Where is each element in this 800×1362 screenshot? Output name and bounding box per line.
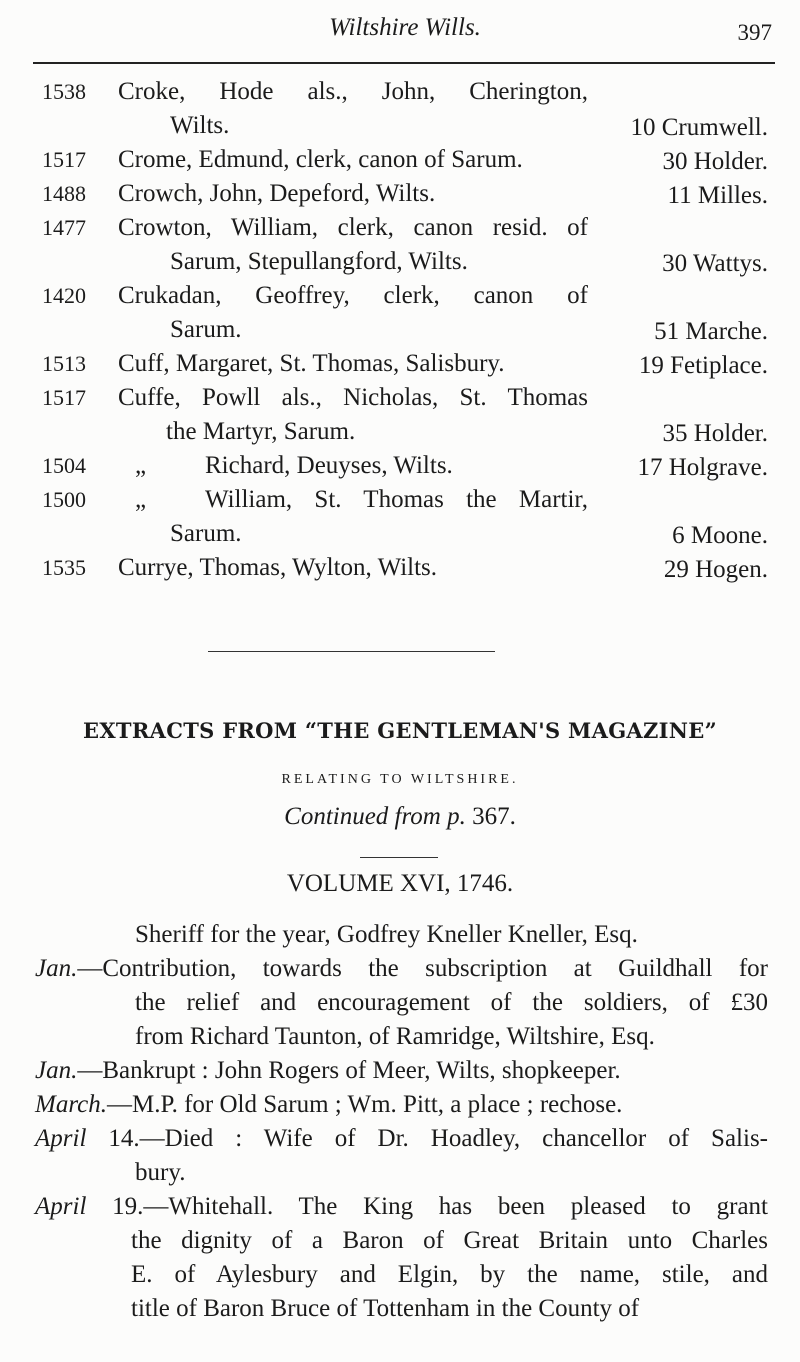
date-label: Jan. (35, 955, 78, 982)
extract-text: —Contribution, towards the subscription at Guildhall for (77, 955, 768, 982)
extract-line (35, 1054, 621, 1088)
extract-line (35, 1122, 768, 1156)
section-divider (208, 651, 495, 652)
continued-note (0, 803, 800, 831)
will-reference: 10 Crumwell. (630, 114, 768, 141)
will-text: Crowton, William, clerk, canon resid. of (118, 214, 588, 241)
will-year: 1420 (42, 283, 86, 308)
extract-line (131, 1292, 639, 1326)
extract-line (135, 1156, 185, 1190)
running-title: Wiltshire Wills. (329, 14, 481, 41)
will-text: Wilts. (170, 112, 230, 139)
will-reference: 6 Moone. (672, 522, 768, 549)
date-day: 19. (86, 1193, 144, 1220)
will-reference: 29 Hogen. (663, 556, 768, 583)
extract-text: the dignity of a Baron of Great Britain unto Charles (131, 1227, 768, 1254)
will-reference: 17 Holgrave. (637, 454, 768, 481)
will-text: Sarum. (170, 316, 242, 343)
will-text: Cuff, Margaret, St. Thomas, Salisbury. (118, 350, 505, 377)
short-divider (360, 857, 438, 858)
extract-text: bury. (135, 1159, 186, 1186)
will-year: 1513 (42, 351, 86, 376)
will-year: 1504 (42, 453, 86, 478)
extract-line (131, 1258, 768, 1292)
extract-text: E. of Aylesbury and Elgin, by the name, stile, and (131, 1261, 768, 1288)
will-text: Crukadan, Geoffrey, clerk, canon of (118, 282, 588, 309)
extract-line (131, 1224, 768, 1258)
will-text: Richard, Deuyses, Wilts. (205, 452, 453, 479)
will-year: 1488 (42, 181, 86, 206)
extract-text: the relief and encouragement of the soldiers, of £30 (135, 989, 768, 1016)
extract-line (35, 1088, 622, 1122)
will-text: Sarum. (170, 520, 242, 547)
date-label: Jan. (35, 1057, 78, 1084)
will-text: Cuffe, Powll als., Nicholas, St. Thomas (118, 384, 588, 411)
will-reference: 11 Milles. (667, 182, 768, 209)
will-text: the Martyr, Sarum. (166, 418, 356, 445)
section-subtitle: RELATING TO WILTSHIRE. (281, 772, 519, 787)
will-text: Crome, Edmund, clerk, canon of Sarum. (118, 146, 523, 173)
will-year: 1477 (42, 215, 86, 240)
extract-text: title of Baron Bruce of Tottenham in the County of (131, 1295, 640, 1322)
continued-text: Continued from p. (284, 803, 466, 830)
will-reference: 51 Marche. (654, 318, 768, 345)
continued-page: 367. (472, 803, 516, 830)
will-text: Currye, Thomas, Wylton, Wilts. (118, 554, 438, 581)
extract-text: —M.P. for Old Sarum ; Wm. Pitt, a place ; rechose. (106, 1091, 623, 1118)
extract-line (135, 1020, 655, 1054)
header-rule (33, 62, 775, 64)
extract-line (135, 918, 638, 952)
page-number: 397 (737, 20, 772, 45)
extract-line (35, 952, 768, 986)
date-day: 14. (86, 1125, 140, 1152)
will-year: 1535 (42, 555, 86, 580)
extract-text: from Richard Taunton, of Ramridge, Wiltshire, Esq. (135, 1023, 655, 1050)
extract-text: —Died : Wife of Dr. Hoadley, chancellor of Salis- (139, 1125, 769, 1152)
date-label: April (35, 1125, 87, 1152)
will-reference: 30 Wattys. (662, 250, 768, 277)
extract-line (35, 1190, 768, 1224)
section-title: EXTRACTS FROM “THE GENTLEMAN'S MAGAZINE” (83, 718, 717, 743)
extract-line (135, 986, 768, 1020)
will-reference: 35 Holder. (662, 420, 768, 447)
extract-text: —Bankrupt : John Rogers of Meer, Wilts, shopkeeper. (77, 1057, 621, 1084)
will-text: Sarum, Stepullangford, Wilts. (170, 248, 468, 275)
will-year: 1517 (42, 147, 86, 172)
will-text: Crowch, John, Depeford, Wilts. (118, 180, 436, 207)
ditto-mark: „ (135, 486, 147, 513)
will-text: Croke, Hode als., John, Cherington, (118, 78, 588, 105)
will-text: William, St. Thomas the Martir, (205, 486, 588, 513)
ditto-mark: „ (135, 452, 147, 479)
volume-heading: VOLUME XVI, 1746. (286, 870, 514, 897)
will-year: 1538 (42, 79, 86, 104)
date-label: April (35, 1193, 87, 1220)
will-year: 1517 (42, 385, 86, 410)
extract-text: —Whitehall. The King has been pleased to grant (143, 1193, 769, 1220)
will-year: 1500 (42, 487, 86, 512)
date-label: March. (35, 1091, 107, 1118)
extract-text: Sheriff for the year, Godfrey Kneller Kneller, Esq. (135, 921, 638, 948)
will-reference: 30 Holder. (662, 148, 768, 175)
will-reference: 19 Fetiplace. (638, 352, 768, 379)
